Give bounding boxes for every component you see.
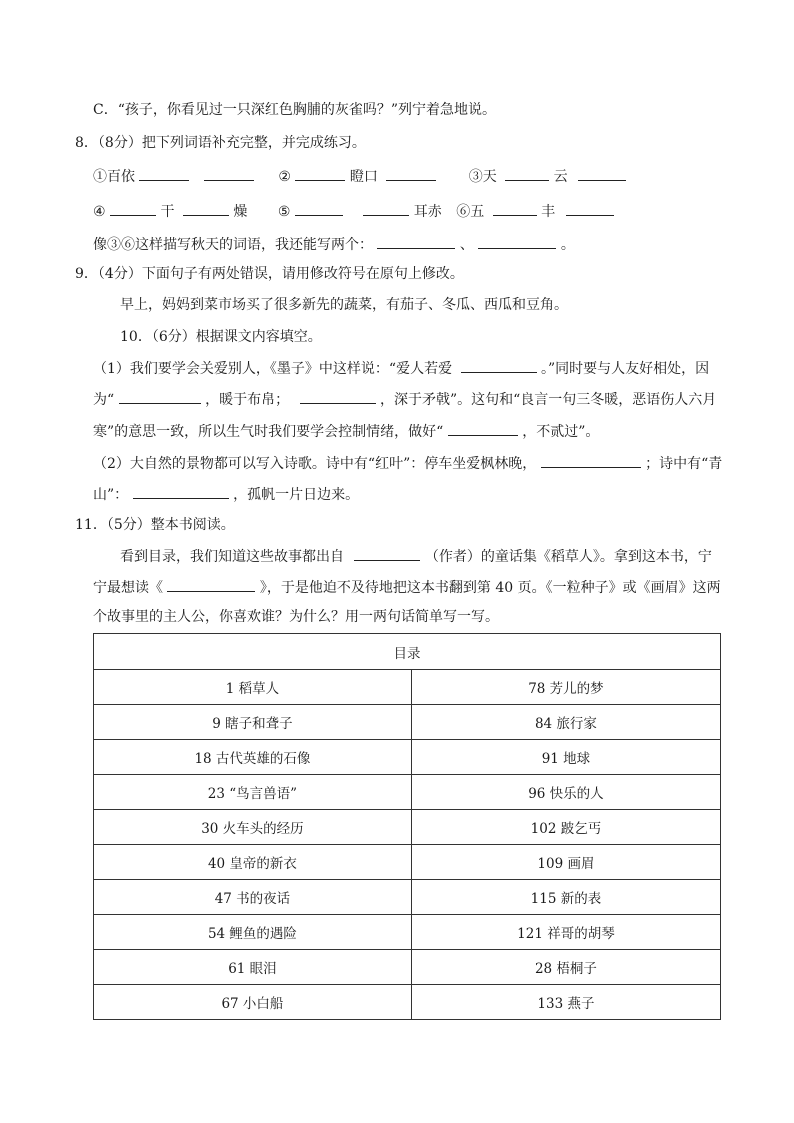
q8-4-mid: 干: [160, 204, 175, 220]
q8-2-mid: 瞪口: [349, 169, 378, 185]
toc-cell-left: 23 “鸟言兽语”: [94, 775, 412, 810]
q10-p2-l1-b: ；诗中有“青: [645, 456, 723, 472]
q8-1-prefix: ①百依: [93, 169, 135, 185]
q11-line2: [93, 577, 721, 598]
q8-5-prefix: ⑤: [277, 204, 291, 220]
q10-blank-3[interactable]: [300, 389, 376, 404]
table-row: [94, 705, 721, 740]
q10-p1-l2-b: ，暖于布帛；: [205, 392, 290, 408]
q10-p2-l2-b: ，孤帆一片日边来。: [233, 487, 360, 503]
toc-cell-right: 115 新的表: [411, 880, 720, 915]
q8-6-mid: 丰: [541, 204, 556, 220]
q8-3-prefix: ③天: [468, 169, 497, 185]
q8-extra-end: 。: [560, 237, 575, 253]
q10-blank-2[interactable]: [119, 389, 201, 404]
toc-cell-right: 84 旅行家: [411, 705, 720, 740]
q10-p1-l2-a: 为“: [93, 392, 115, 408]
toc-cell-right: 109 画眉: [411, 845, 720, 880]
q10-p2-line1: [93, 453, 722, 474]
q10-p1-l1-a: （1）我们要学会关爱别人，《墨子》中这样说：“爱人若爱: [93, 361, 453, 377]
toc-cell-left: 54 鲤鱼的遇险: [94, 915, 412, 950]
q8-4-blank-b[interactable]: [183, 201, 229, 216]
q10-p1-line3: [93, 421, 599, 442]
q10-p1-l2-c: ，深于矛戟”。这句和“良言一句三冬暖，恶语伤人六月: [379, 392, 717, 408]
toc-cell-right: 121 祥哥的胡琴: [411, 915, 720, 950]
toc-cell-left: 9 瞎子和聋子: [94, 705, 412, 740]
q10-stem: 10．（6分）根据课文内容填空。: [120, 329, 322, 345]
q8-4-end: 燥: [233, 204, 248, 220]
q8-3-blank-b[interactable]: [578, 166, 626, 181]
q10-p2-l1-a: （2）大自然的景物都可以写入诗歌。诗中有“红叶”：停车坐爱枫林晚，: [93, 456, 537, 472]
table-row: [94, 845, 721, 880]
table-row: [94, 740, 721, 775]
q8-2-blank-b[interactable]: [386, 166, 436, 181]
q10-p2-line2: [93, 484, 359, 505]
toc-header-row: [94, 634, 721, 670]
toc-cell-right: 102 跛乞丐: [411, 810, 720, 845]
q8-4-blank-a[interactable]: [110, 201, 156, 216]
toc-cell-left: 67 小白船: [94, 985, 412, 1020]
q8-1-blank-b[interactable]: [204, 166, 254, 181]
q8-extra-sep: 、: [459, 237, 474, 253]
q10-p1-l3-b: ，不贰过”。: [522, 424, 600, 440]
toc-cell-left: 47 书的夜话: [94, 880, 412, 915]
table-row: [94, 670, 721, 705]
q10-p1-line2: [93, 389, 716, 410]
q8-extra-prefix: 像③⑥这样描写秋天的词语，我还能写两个：: [93, 237, 373, 253]
toc-cell-right: 133 燕子: [411, 985, 720, 1020]
q10-blank-5[interactable]: [541, 453, 641, 468]
q10-blank-4[interactable]: [448, 421, 518, 436]
q11-stem: 11．（5分）整本书阅读。: [75, 517, 235, 533]
q11-line3: 个故事里的主人公，你喜欢谁？为什么？用一两句话简单写一写。: [93, 609, 499, 625]
q11-l2-a: 宁最想读《: [93, 580, 163, 596]
table-row: [94, 950, 721, 985]
toc-title: 目录: [94, 634, 721, 670]
q8-2-blank-a[interactable]: [295, 166, 345, 181]
q8-4-prefix: ④: [93, 204, 106, 220]
toc-cell-left: 18 古代英雄的石像: [94, 740, 412, 775]
table-row: [94, 810, 721, 845]
table-row: [94, 880, 721, 915]
q9-sentence: 早上，妈妈到菜市场买了很多新先的蔬菜，有茄子、冬瓜、西瓜和豆角。: [120, 297, 568, 313]
q10-p1-line1: [93, 358, 709, 379]
q11-l2-b: 》，于是他迫不及待地把这本书翻到第 40 页。《一粒种子》或《画眉》这两: [259, 580, 721, 596]
q8-5-end: 耳赤: [413, 204, 442, 220]
q10-p2-l2-a: 山”：: [93, 487, 129, 503]
q8-extra-blank-a[interactable]: [377, 234, 455, 249]
toc-table: [93, 633, 721, 1020]
toc-cell-left: 40 皇帝的新衣: [94, 845, 412, 880]
q8-extra-blank-b[interactable]: [478, 234, 556, 249]
q8-3-blank-a[interactable]: [505, 166, 549, 181]
q7-option-c: C．“孩子，你看见过一只深红色胸脯的灰雀吗？”列宁着急地说。: [93, 102, 497, 118]
toc-cell-right: 96 快乐的人: [411, 775, 720, 810]
toc-cell-left: 30 火车头的经历: [94, 810, 412, 845]
q8-stem: 8．（8分）把下列词语补充完整，并完成练习。: [75, 135, 366, 151]
table-row: [94, 985, 721, 1020]
table-row: [94, 775, 721, 810]
q8-6-blank-a[interactable]: [493, 201, 537, 216]
q11-blank-author[interactable]: [354, 546, 420, 561]
toc-cell-right: 91 地球: [411, 740, 720, 775]
q11-line1: [120, 546, 712, 567]
q9-stem: 9．（4分）下面句子有两处错误，请用修改符号在原句上修改。: [75, 266, 464, 282]
q10-blank-6[interactable]: [133, 484, 229, 499]
table-row: [94, 915, 721, 950]
toc-cell-right: 78 芳儿的梦: [411, 670, 720, 705]
q8-1-blank-a[interactable]: [139, 166, 189, 181]
q10-p1-l3-a: 寒”的意思一致，所以生气时我们要学会控制情绪，做好“: [93, 424, 444, 440]
q8-6-prefix: ⑥五: [456, 204, 485, 220]
q8-5-blank-a[interactable]: [295, 201, 343, 216]
q8-extra: [93, 234, 575, 255]
q10-p1-l1-b: 。”同时要与人友好相处，因: [540, 361, 710, 377]
q8-row1: [93, 166, 626, 187]
q11-blank-title[interactable]: [167, 577, 255, 592]
q11-l1-a: 看到目录，我们知道这些故事都出自: [120, 549, 344, 565]
toc-cell-left: 1 稻草人: [94, 670, 412, 705]
q8-row2: [93, 201, 614, 222]
q10-blank-1[interactable]: [461, 358, 537, 373]
q8-3-mid: 云: [553, 169, 568, 185]
q11-l1-b: （作者）的童话集《稻草人》。拿到这本书，宁: [424, 549, 712, 565]
q8-6-blank-b[interactable]: [566, 201, 614, 216]
q8-5-blank-b[interactable]: [363, 201, 409, 216]
toc-cell-left: 61 眼泪: [94, 950, 412, 985]
toc-cell-right: 28 梧桐子: [411, 950, 720, 985]
q8-2-prefix: ②: [278, 169, 291, 185]
